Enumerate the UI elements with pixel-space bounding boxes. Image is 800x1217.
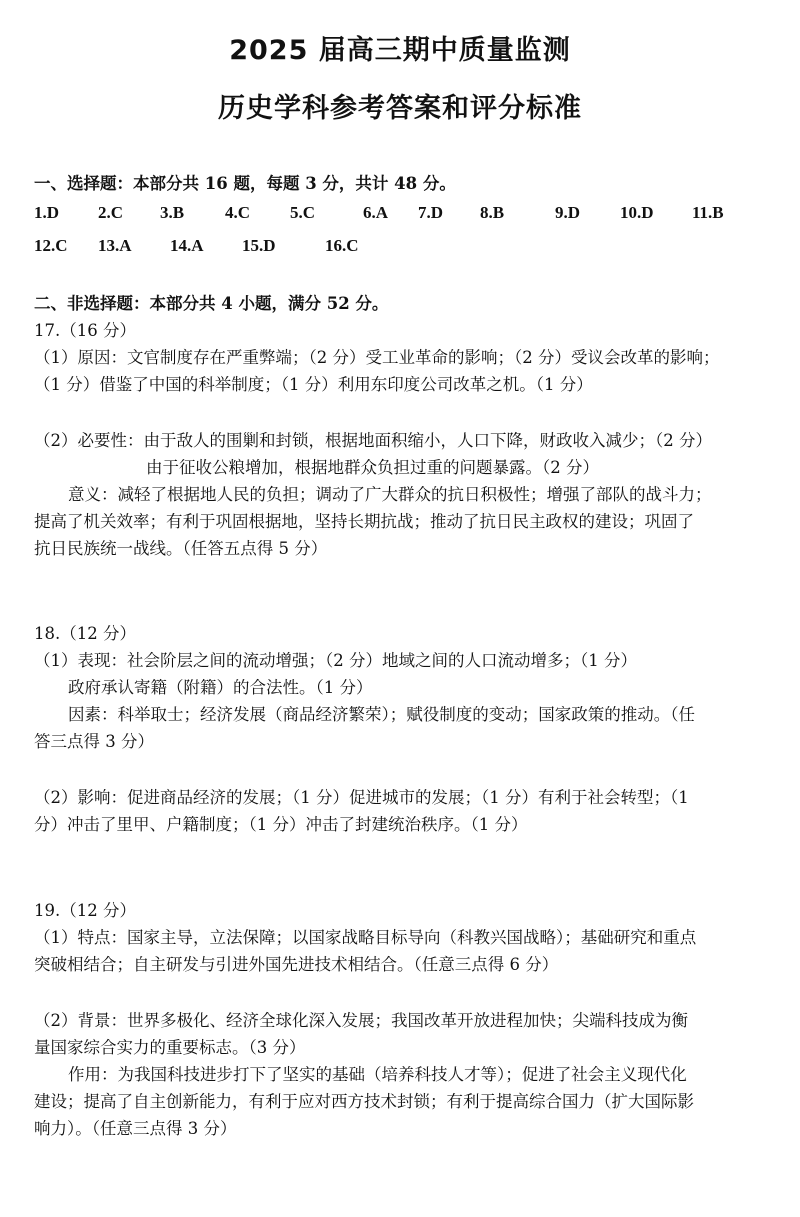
answer-14: 14.A	[170, 236, 204, 255]
answer-6: 6.A	[363, 203, 389, 222]
q18-p2-line1: （2）影响：促进商品经济的发展；（1 分）促进城市的发展；（1 分）有利于社会转型；（1	[34, 788, 689, 807]
q19-p2-line4: 建设；提高了自主创新能力，有利于应对西方技术封锁；有利于提高综合国力（扩大国际影	[34, 1092, 694, 1111]
answer-8: 8.B	[480, 203, 505, 222]
answer-4: 4.C	[225, 203, 251, 222]
q19-p1-line2: 突破相结合；自主研发与引进外国先进技术相结合。（任意三点得 6 分）	[34, 955, 559, 974]
q17-p2-line4: 提高了机关效率；有利于巩固根据地，坚持长期抗战；推动了抗日民主政权的建设；巩固了	[34, 512, 694, 531]
answer-16: 16.C	[325, 236, 359, 255]
section1-heading: 一、选择题：本部分共 16 题，每题 3 分，共计 48 分。	[34, 174, 456, 193]
answer-5: 5.C	[290, 203, 316, 222]
section2-heading: 二、非选择题：本部分共 4 小题，满分 52 分。	[34, 294, 389, 313]
q17-p2-line5: 抗日民族统一战线。（任答五点得 5 分）	[34, 539, 328, 558]
q17-p1-line1: （1）原因：文官制度存在严重弊端；（2 分）受工业革命的影响；（2 分）受议会改革的影响；	[34, 348, 720, 367]
q18-p2-line2: 分）冲击了里甲、户籍制度；（1 分）冲击了封建统治秩序。（1 分）	[34, 815, 528, 834]
q18-p1-line2: 政府承认寄籍（附籍）的合法性。（1 分）	[68, 678, 373, 697]
answer-13: 13.A	[98, 236, 132, 255]
q18-p1-line1: （1）表现：社会阶层之间的流动增强；（2 分）地域之间的人口流动增多；（1 分）	[34, 651, 637, 670]
answer-3: 3.B	[160, 203, 185, 222]
answer-10: 10.D	[620, 203, 654, 222]
answer-12: 12.C	[34, 236, 68, 255]
answer-7: 7.D	[418, 203, 444, 222]
q17-number: 17.（16 分）	[34, 321, 136, 340]
answer-1: 1.D	[34, 203, 60, 222]
answer-2: 2.C	[98, 203, 124, 222]
answer-9: 9.D	[555, 203, 581, 222]
q19-p2-line2: 量国家综合实力的重要标志。（3 分）	[34, 1038, 306, 1057]
q17-p1-line2: （1 分）借鉴了中国的科举制度；（1 分）利用东印度公司改革之机。（1 分）	[34, 375, 593, 394]
q17-p2-line2: 由于征收公粮增加，根据地群众负担过重的问题暴露。（2 分）	[146, 458, 599, 477]
q19-p2-line3: 作用：为我国科技进步打下了坚实的基础（培养科技人才等）；促进了社会主义现代化	[68, 1065, 687, 1084]
q19-p2-line5: 响力）。（任意三点得 3 分）	[34, 1119, 237, 1138]
q17-p2-line3: 意义：减轻了根据地人民的负担；调动了广大群众的抗日积极性；增强了部队的战斗力；	[68, 485, 712, 504]
q19-number: 19.（12 分）	[34, 901, 136, 920]
q18-p1-line3: 因素：科举取士；经济发展（商品经济繁荣）；赋役制度的变动；国家政策的推动。（任	[68, 705, 695, 724]
q17-p2-line1: （2）必要性：由于敌人的围剿和封锁，根据地面积缩小，人口下降，财政收入减少；（2 分）	[34, 431, 712, 450]
document-title: 2025 届高三期中质量监测	[229, 35, 571, 66]
answer-11: 11.B	[692, 203, 724, 222]
q18-number: 18.（12 分）	[34, 624, 136, 643]
answer-15: 15.D	[242, 236, 276, 255]
document-subtitle: 历史学科参考答案和评分标准	[218, 93, 582, 124]
q18-p1-line4: 答三点得 3 分）	[34, 732, 154, 751]
q19-p2-line1: （2）背景：世界多极化、经济全球化深入发展；我国改革开放进程加快；尖端科技成为衡	[34, 1011, 688, 1030]
q19-p1-line1: （1）特点：国家主导，立法保障；以国家战略目标导向（科教兴国战略）；基础研究和重点	[34, 928, 697, 947]
